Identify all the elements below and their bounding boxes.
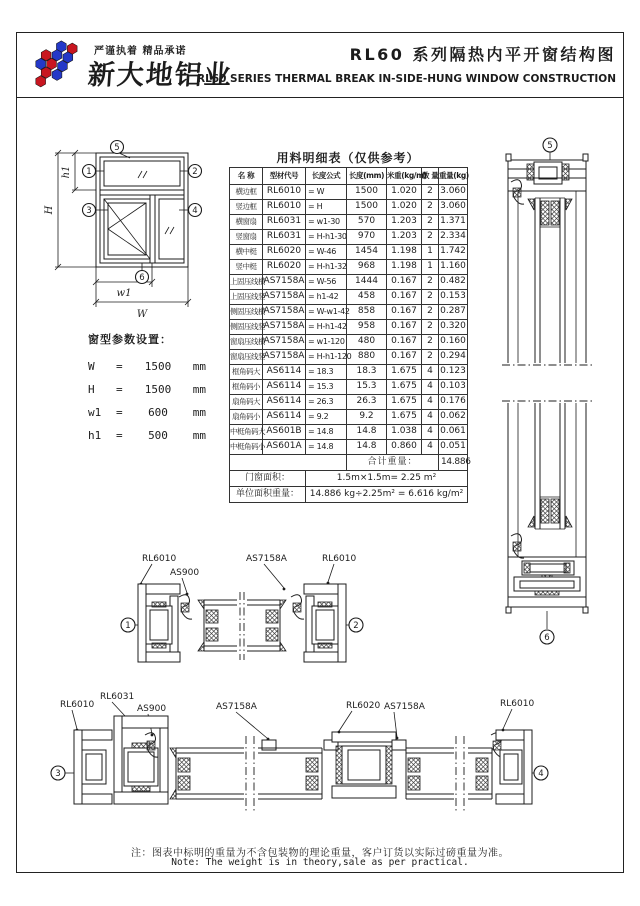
table-cell: = w1-30 — [306, 215, 347, 230]
table-cell: 1444 — [347, 275, 387, 290]
param-pu: mm — [192, 360, 206, 373]
table-cell: = w1-120 — [306, 335, 347, 350]
table-cell: = h1-42 — [306, 290, 347, 305]
table-cell: AS7158A — [263, 320, 306, 335]
table-cell: AS7158A — [263, 305, 306, 320]
window-elevation-diagram — [45, 133, 243, 331]
param-pn: W — [88, 360, 95, 373]
table-cell: 侧固压线竖 — [230, 320, 263, 335]
table-cell: 0.482 — [439, 275, 468, 290]
table-cell: 2 — [422, 230, 439, 245]
profile-label: AS7158A — [246, 554, 287, 564]
table-cell: 1.020 — [387, 200, 422, 215]
table-cell: 1 — [422, 260, 439, 275]
table-cell: 1.203 — [387, 215, 422, 230]
table-cell: 竖窗扇 — [230, 230, 263, 245]
param-pu: mm — [192, 383, 206, 396]
materials-table-body — [230, 185, 468, 455]
header-divider — [16, 97, 624, 98]
table-cell — [230, 455, 347, 471]
table-cell: 970 — [347, 230, 387, 245]
col-header-length-formula: 长度公式 — [306, 168, 347, 185]
table-cell: = 18.3 — [306, 365, 347, 380]
table-cell: RL6010 — [263, 185, 306, 200]
table-cell: = W-46 — [306, 245, 347, 260]
table-cell: 480 — [347, 335, 387, 350]
table-cell: 4 — [422, 380, 439, 395]
table-cell: AS601A — [263, 440, 306, 455]
table-area-row — [230, 471, 468, 487]
materials-table-title: 用料明细表（仅供参考） — [276, 151, 420, 165]
total-weight-label: 合计重量： — [347, 455, 439, 471]
table-total-row — [230, 455, 468, 471]
table-cell: 0.320 — [439, 320, 468, 335]
table-cell: = 26.3 — [306, 395, 347, 410]
col-header-profile-code: 型材代号 — [263, 168, 306, 185]
param-pe: = — [116, 360, 123, 373]
dim-label-W: W — [136, 309, 148, 320]
col-header-length: 长度(mm) — [347, 168, 387, 185]
svg-text:3: 3 — [86, 206, 92, 216]
logo-hexagon — [52, 69, 62, 80]
profile-label: RL6010 — [322, 554, 357, 564]
table-cell: 中梃角码小 — [230, 440, 263, 455]
param-pu: mm — [192, 406, 206, 419]
table-cell: 2 — [422, 335, 439, 350]
table-row — [230, 215, 468, 230]
dim-label-w1: w1 — [116, 288, 132, 299]
table-cell: 1.160 — [439, 260, 468, 275]
note-en: Note: The weight is in theory,sale as per practical. — [171, 857, 469, 868]
gasket-clip — [291, 595, 304, 619]
table-cell: RL6010 — [263, 200, 306, 215]
table-row — [230, 260, 468, 275]
top-fixed-pane — [104, 161, 180, 186]
table-cell: = 9.2 — [306, 410, 347, 425]
table-cell: 1.675 — [387, 395, 422, 410]
glazing-bead — [392, 740, 406, 750]
table-cell: 968 — [347, 260, 387, 275]
profile-label: AS7158A — [384, 702, 425, 712]
table-cell: 4 — [422, 410, 439, 425]
gasket-clip — [511, 180, 524, 204]
table-cell: 4 — [422, 425, 439, 440]
table-cell: RL6020 — [263, 260, 306, 275]
table-cell: 14.8 — [347, 425, 387, 440]
window-params-rows — [88, 355, 238, 447]
vertical-section-drawing — [498, 133, 598, 668]
unit-weight-label: 单位面积重量： — [230, 487, 306, 503]
table-cell: 2.334 — [439, 230, 468, 245]
company-slogan: 严谨执着 精品承诺 — [94, 46, 187, 57]
table-cell: AS7158A — [263, 275, 306, 290]
param-pu: mm — [192, 429, 206, 442]
table-cell: = 15.3 — [306, 380, 347, 395]
glazing-unit — [198, 600, 237, 651]
table-cell: 0.860 — [387, 440, 422, 455]
table-cell: = H-h1-42 — [306, 320, 347, 335]
param-pe: = — [116, 383, 123, 396]
param-pn: H — [88, 383, 95, 396]
table-cell: 1500 — [347, 185, 387, 200]
table-cell: 1.198 — [387, 260, 422, 275]
callout-5 — [111, 141, 124, 154]
bottom-horizontal-sections — [40, 688, 608, 840]
table-cell: 0.167 — [387, 350, 422, 365]
unit-weight-value: 14.886 kg÷2.25m² = 6.616 kg/m² — [306, 487, 468, 503]
table-cell: 1500 — [347, 200, 387, 215]
table-cell: 0.167 — [387, 275, 422, 290]
table-row — [230, 200, 468, 215]
window-parameters-box — [88, 331, 238, 447]
table-cell: = H-h1-32 — [306, 260, 347, 275]
table-cell: RL6031 — [263, 215, 306, 230]
gasket-clip — [179, 595, 192, 619]
table-cell: 上固压线竖 — [230, 290, 263, 305]
table-cell: 0.160 — [439, 335, 468, 350]
callout-6 — [540, 630, 554, 644]
profile-label: RL6010 — [142, 554, 177, 564]
table-cell: 958 — [347, 320, 387, 335]
table-cell: 横边框 — [230, 185, 263, 200]
callout-2 — [189, 165, 202, 178]
param-row — [88, 378, 238, 401]
table-cell: 框角码大 — [230, 365, 263, 380]
table-row — [230, 335, 468, 350]
param-pn: h1 — [88, 429, 102, 442]
table-cell: 0.167 — [387, 290, 422, 305]
table-cell: RL6031 — [263, 230, 306, 245]
param-pn: w1 — [88, 406, 102, 419]
table-cell: 1.675 — [387, 365, 422, 380]
callout-1 — [83, 165, 96, 178]
svg-text:2: 2 — [353, 621, 359, 631]
table-cell: 4 — [422, 395, 439, 410]
table-row — [230, 440, 468, 455]
table-cell: = H-h1-120 — [306, 350, 347, 365]
glazing-unit — [170, 748, 244, 799]
table-cell: 0.167 — [387, 305, 422, 320]
table-cell: 1454 — [347, 245, 387, 260]
table-cell: RL6020 — [263, 245, 306, 260]
svg-text:1: 1 — [86, 167, 92, 177]
table-cell: 880 — [347, 350, 387, 365]
table-cell: 1.675 — [387, 380, 422, 395]
table-cell: = 14.8 — [306, 440, 347, 455]
callout-5 — [543, 138, 557, 152]
callout-2 — [349, 618, 363, 632]
frame-profile — [74, 730, 112, 804]
profile-label: RL6010 — [60, 700, 95, 710]
table-cell: 2 — [422, 290, 439, 305]
table-cell: 1.742 — [439, 245, 468, 260]
window-area-value: 1.5m×1.5m= 2.25 m² — [306, 471, 468, 487]
table-cell: 0.062 — [439, 410, 468, 425]
callout-6 — [136, 271, 149, 284]
table-cell: = H-h1-30 — [306, 230, 347, 245]
table-row — [230, 425, 468, 440]
table-cell: 扇角码大 — [230, 395, 263, 410]
callout-3 — [51, 766, 65, 780]
table-row — [230, 320, 468, 335]
col-header-weight-per-meter: 米重(kg/m) — [387, 168, 422, 185]
callout-1 — [121, 618, 135, 632]
table-cell: 窗扇压线竖 — [230, 350, 263, 365]
table-cell: 3.060 — [439, 200, 468, 215]
callout-4 — [534, 766, 548, 780]
param-pv: 500 — [148, 429, 168, 442]
table-cell: 1.203 — [387, 230, 422, 245]
table-cell: 858 — [347, 305, 387, 320]
profile-label: RL6020 — [346, 701, 381, 711]
table-cell: 15.3 — [347, 380, 387, 395]
table-cell: = H — [306, 200, 347, 215]
table-row — [230, 410, 468, 425]
svg-text:4: 4 — [192, 206, 198, 216]
sash-profile — [114, 716, 168, 804]
mid-horizontal-sections — [108, 548, 376, 688]
table-cell: 横中梃 — [230, 245, 263, 260]
table-cell: 1.198 — [387, 245, 422, 260]
table-row — [230, 275, 468, 290]
table-cell: 570 — [347, 215, 387, 230]
table-cell: 26.3 — [347, 395, 387, 410]
glazing-unit — [528, 403, 572, 529]
table-row — [230, 185, 468, 200]
svg-text:2: 2 — [192, 167, 198, 177]
svg-text:4: 4 — [538, 769, 544, 779]
svg-text:6: 6 — [139, 273, 145, 283]
table-cell: AS601B — [263, 425, 306, 440]
table-row — [230, 365, 468, 380]
mullion-profile — [332, 732, 396, 798]
table-cell: 2 — [422, 215, 439, 230]
table-cell: 2 — [422, 200, 439, 215]
table-cell: 0.123 — [439, 365, 468, 380]
table-cell: 上固压线横 — [230, 275, 263, 290]
table-cell: 2 — [422, 320, 439, 335]
table-cell: 扇角码小 — [230, 410, 263, 425]
note-cn: 注：图表中标明的重量为不含包装物的理论重量，客户订货以实际过磅重量为准。 — [131, 848, 509, 859]
table-cell: 4 — [422, 440, 439, 455]
total-weight-value: 14.886 — [439, 455, 468, 471]
profile-label: RL6010 — [500, 699, 535, 709]
param-pv: 1500 — [144, 383, 172, 396]
table-cell: 0.294 — [439, 350, 468, 365]
table-cell: 458 — [347, 290, 387, 305]
table-cell: 1.675 — [387, 410, 422, 425]
svg-text:1: 1 — [125, 621, 131, 631]
table-cell: 0.061 — [439, 425, 468, 440]
svg-text:6: 6 — [544, 633, 550, 643]
drawing-title-en: RL60 SERIES THERMAL BREAK IN-SIDE-HUNG WINDOW CONSTRUCTION — [196, 73, 616, 85]
logo-hexagon — [36, 76, 46, 87]
table-cell: 2 — [422, 275, 439, 290]
glazing-unit — [247, 600, 286, 651]
col-header-quantity: 数 量 — [422, 168, 439, 185]
table-header-row — [230, 168, 468, 185]
table-cell: 竖中梃 — [230, 260, 263, 275]
table-cell: 2 — [422, 185, 439, 200]
glazing-unit — [406, 748, 454, 799]
table-cell: AS7158A — [263, 290, 306, 305]
table-cell: 横窗扇 — [230, 215, 263, 230]
company-logo — [28, 40, 86, 90]
profile-label: AS900 — [137, 704, 167, 714]
param-row — [88, 424, 238, 447]
table-cell: 竖边框 — [230, 200, 263, 215]
drawing-title-cn: RL60 系列隔热内平开窗结构图 — [349, 45, 616, 64]
svg-text:3: 3 — [55, 769, 61, 779]
table-cell: = 14.8 — [306, 425, 347, 440]
profile-label: RL6031 — [100, 692, 135, 702]
table-cell: 0.051 — [439, 440, 468, 455]
table-cell: 2 — [422, 305, 439, 320]
table-cell: 0.153 — [439, 290, 468, 305]
table-cell: 0.287 — [439, 305, 468, 320]
table-cell: AS6114 — [263, 365, 306, 380]
table-cell: 1.020 — [387, 185, 422, 200]
table-cell: AS6114 — [263, 410, 306, 425]
callout-4 — [189, 204, 202, 217]
table-row — [230, 290, 468, 305]
materials-table — [229, 167, 471, 503]
svg-text:5: 5 — [114, 143, 120, 153]
frame-profile — [291, 584, 346, 662]
table-cell: 2 — [422, 350, 439, 365]
col-header-name: 名 称 — [230, 168, 263, 185]
svg-text:5: 5 — [547, 141, 553, 151]
glazing-unit — [528, 198, 572, 363]
frame-profile — [491, 730, 532, 804]
table-cell: AS6114 — [263, 380, 306, 395]
glazing-unit — [468, 748, 492, 799]
param-row — [88, 355, 238, 378]
table-cell: 9.2 — [347, 410, 387, 425]
param-pv: 1500 — [144, 360, 172, 373]
table-cell: 1.038 — [387, 425, 422, 440]
table-cell: 3.060 — [439, 185, 468, 200]
side-fixed-pane — [159, 199, 184, 259]
param-pe: = — [116, 429, 123, 442]
table-cell: 0.167 — [387, 320, 422, 335]
callout-3 — [83, 204, 96, 217]
table-row — [230, 230, 468, 245]
table-cell: 14.8 — [347, 440, 387, 455]
table-cell: 窗扇压线横 — [230, 335, 263, 350]
dim-label-h1: h1 — [61, 165, 72, 179]
table-cell: 4 — [422, 365, 439, 380]
table-row — [230, 350, 468, 365]
table-cell: 1.371 — [439, 215, 468, 230]
table-cell: 中梃角码大 — [230, 425, 263, 440]
table-cell: 18.3 — [347, 365, 387, 380]
param-row — [88, 401, 238, 424]
table-cell: 1 — [422, 245, 439, 260]
table-row — [230, 395, 468, 410]
table-cell: 框角码小 — [230, 380, 263, 395]
opening-sash — [104, 199, 150, 259]
company-name: 新大地铝业 — [86, 60, 234, 91]
frame-profile — [138, 584, 192, 662]
table-cell: AS6114 — [263, 395, 306, 410]
table-cell: = W-w1-42 — [306, 305, 347, 320]
profile-label: AS900 — [170, 568, 200, 578]
table-row — [230, 380, 468, 395]
table-cell: 侧固压线横 — [230, 305, 263, 320]
param-pe: = — [116, 406, 123, 419]
table-cell: AS7158A — [263, 335, 306, 350]
table-cell: 0.103 — [439, 380, 468, 395]
param-pv: 600 — [148, 406, 168, 419]
table-cell: = W — [306, 185, 347, 200]
table-row — [230, 305, 468, 320]
profile-label: AS7158A — [216, 702, 257, 712]
col-header-weight: 重量(kg) — [439, 168, 468, 185]
window-area-label: 门窗面积： — [230, 471, 306, 487]
table-cell: = W-56 — [306, 275, 347, 290]
table-cell: 0.167 — [387, 335, 422, 350]
window-parameters-title: 窗型参数设置： — [88, 333, 172, 346]
glazing-unit — [258, 748, 322, 799]
table-row — [230, 245, 468, 260]
table-cell: 0.176 — [439, 395, 468, 410]
dim-label-H: H — [44, 205, 55, 215]
table-unit-weight-row — [230, 487, 468, 503]
gasket-clip — [511, 534, 524, 558]
table-cell: AS7158A — [263, 350, 306, 365]
